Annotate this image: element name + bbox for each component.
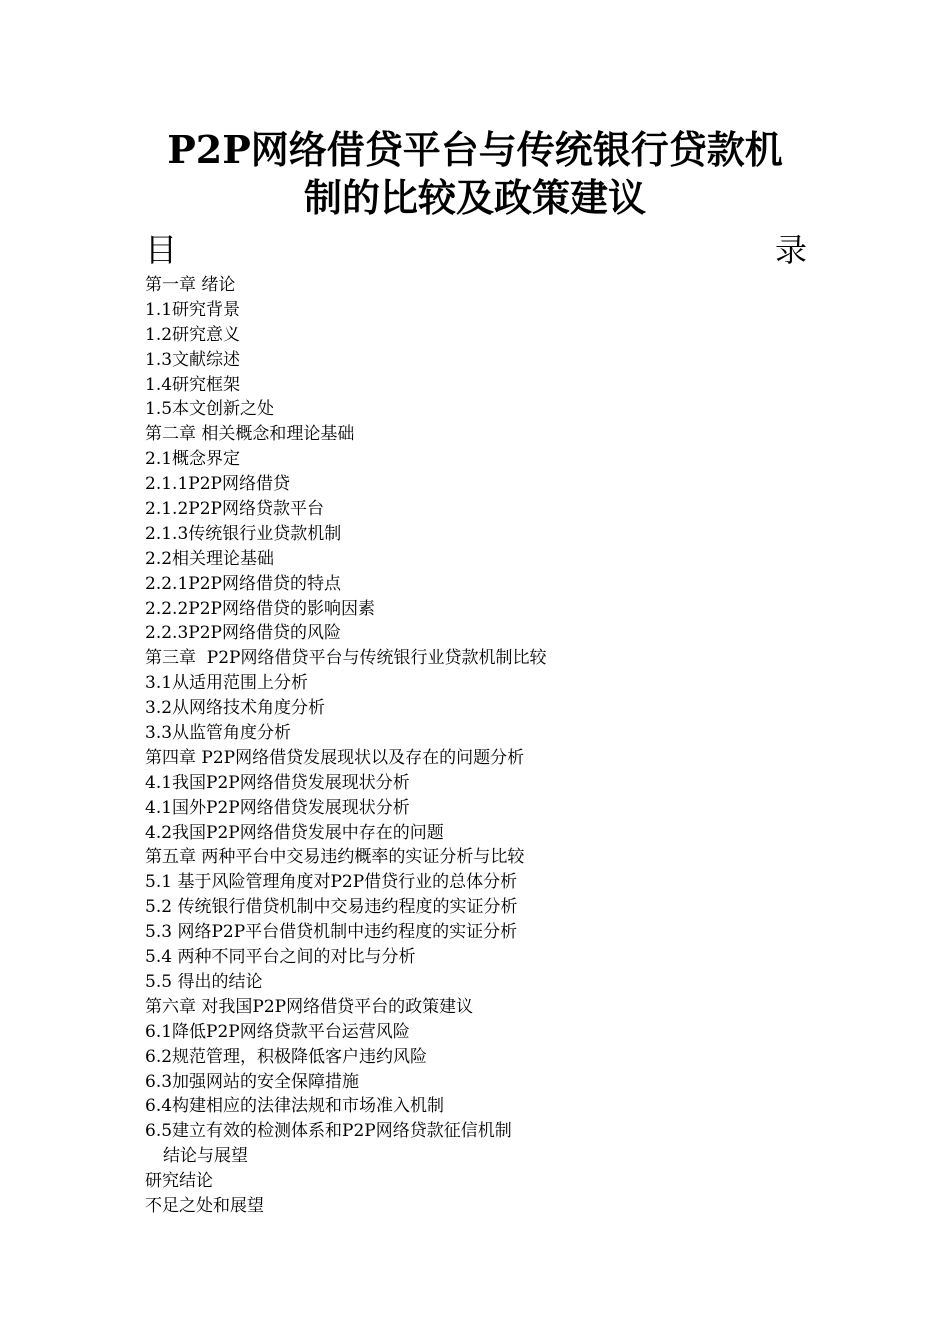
title-line-1: P2P网络借贷平台与传统银行贷款机 [167,127,783,172]
toc-entry: 5.2 传统银行借贷机制中交易违约程度的实证分析 [145,897,518,918]
toc-entry: 不足之处和展望 [145,1195,264,1216]
toc-entry: 6.1降低P2P网络贷款平台运营风险 [145,1021,410,1042]
toc-entry: 第一章 绪论 [145,275,236,295]
toc-entry: 第四章 P2P网络借贷发展现状以及存在的问题分析 [145,747,525,768]
toc-entry: 2.1.2P2P网络贷款平台 [145,499,324,520]
toc-entry: 研究结论 [145,1171,213,1192]
toc-entry: 1.2研究意义 [145,324,241,345]
toc-entry: 2.1.3传统银行业贷款机制 [145,523,342,544]
toc-entry: 2.2.1P2P网络借贷的特点 [145,573,341,594]
toc-entry: 2.2相关理论基础 [145,548,275,569]
toc-entry: 第三章 P2P网络借贷平台与传统银行业贷款机制比较 [145,648,547,669]
toc-entry: 5.3 网络P2P平台借贷机制中违约程度的实证分析 [145,922,518,943]
toc-entry: 第六章 对我国P2P网络借贷平台的政策建议 [145,996,474,1017]
toc-entry: 3.1从适用范围上分析 [145,673,309,694]
table-of-contents [145,273,825,1219]
toc-entry: 5.4 两种不同平台之间的对比与分析 [145,947,416,968]
toc-entry: 3.2从网络技术角度分析 [145,698,326,719]
toc-entry: 6.4构建相应的法律法规和市场准入机制 [145,1096,445,1117]
toc-heading-left: 目 [145,231,178,269]
toc-heading [145,230,807,270]
toc-heading-right: 录 [774,231,807,269]
toc-entry: 2.2.2P2P网络借贷的影响因素 [145,598,375,619]
toc-entry: 1.4研究框架 [145,374,241,395]
toc-entry: 4.2我国P2P网络借贷发展中存在的问题 [145,822,444,843]
toc-entry: 6.2规范管理，积极降低客户违约风险 [145,1046,428,1067]
title-line-2: 制的比较及政策建议 [303,175,646,220]
toc-entry: 4.1国外P2P网络借贷发展现状分析 [145,797,410,818]
toc-entry: 1.3文献综述 [145,349,241,370]
toc-entry: 结论与展望 [163,1146,248,1167]
toc-entry: 6.3加强网站的安全保障措施 [145,1071,360,1092]
toc-entry: 1.5本文创新之处 [145,399,275,420]
toc-entry: 2.1概念界定 [145,449,241,470]
toc-entry: 6.5建立有效的检测体系和P2P网络贷款征信机制 [145,1121,512,1142]
document-title [130,126,820,222]
toc-entry: 1.1研究背景 [145,299,241,320]
toc-entry: 4.1我国P2P网络借贷发展现状分析 [145,772,410,793]
toc-entry: 第二章 相关概念和理论基础 [145,424,355,445]
toc-entry: 5.1 基于风险管理角度对P2P借贷行业的总体分析 [145,872,518,893]
toc-entry: 2.1.1P2P网络借贷 [145,474,290,495]
toc-entry: 第五章 两种平台中交易违约概率的实证分析与比较 [145,847,525,868]
toc-entry: 5.5 得出的结论 [145,971,263,992]
toc-entry: 3.3从监管角度分析 [145,723,292,744]
toc-entry: 2.2.3P2P网络借贷的风险 [145,623,341,644]
